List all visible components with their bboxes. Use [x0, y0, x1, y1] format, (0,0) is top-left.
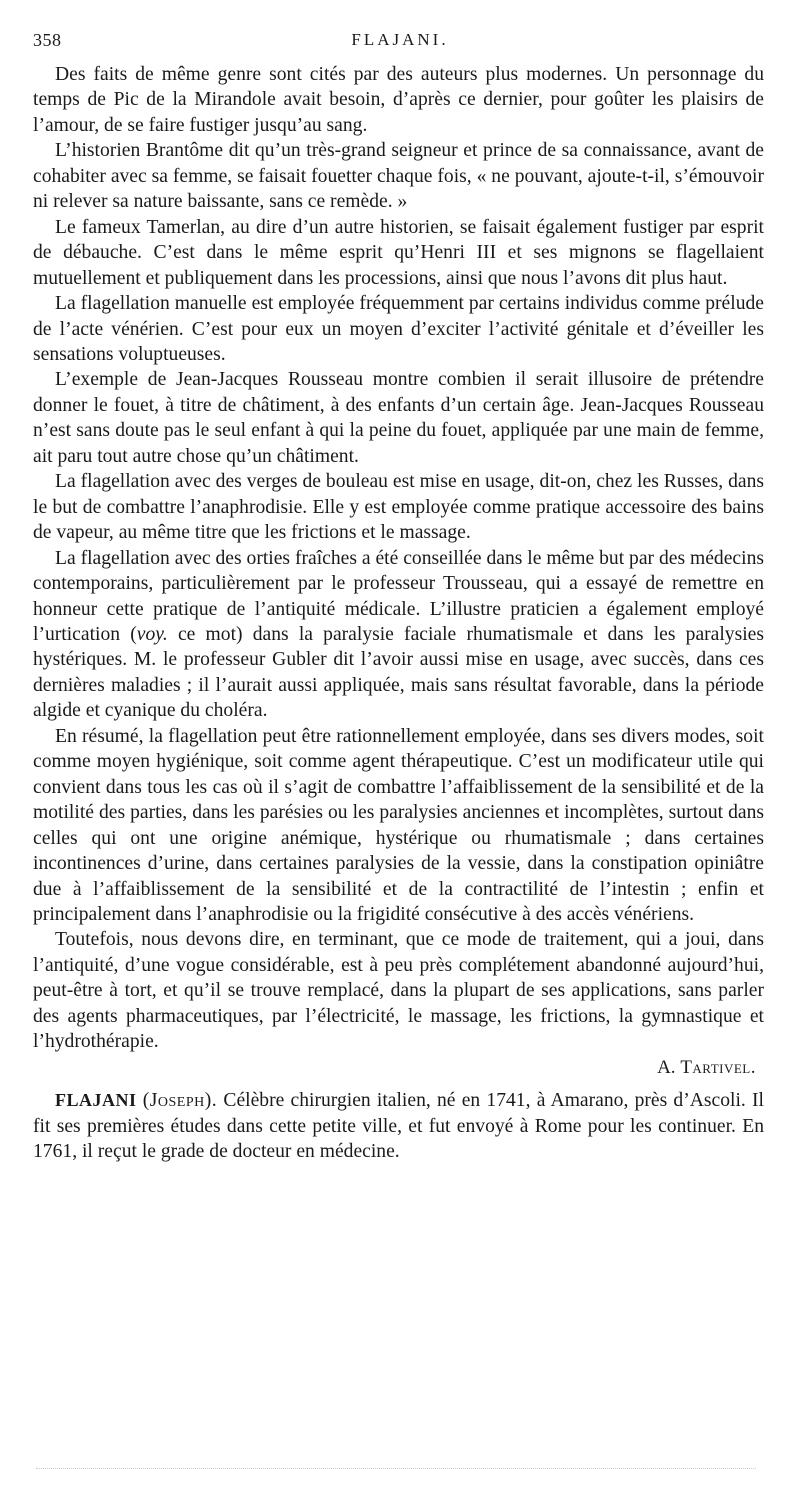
entry-headword: FLAJANI	[55, 1090, 137, 1111]
body-text	[33, 62, 764, 1164]
signature-initial: A.	[657, 1056, 676, 1078]
paragraph: En résumé, la flagellation peut être rationnellement employée, dans ses divers modes, soit comme moyen hygiénique, soit comme agent thérapeutique. C’est un modificateur utile qui convient dans tous les cas où il s’agit de combattre l’affaiblissement de la sensibilité et de la motilité des parties, dans les parésies ou les paralysies anciennes et incomplètes, surtout dans celles qui ont une origine anémique, hystérique ou rhumatismale ; dans certaines incontinences d’urine, dans certaines paralysies de la vessie, dans la constipation opiniâtre due à l’affaiblissement de la sensibilité et de la contractilité de l’intestin ; enfin et principalement dans l’anaphrodisie ou la frigidité consécutive à des accès vénériens.	[33, 725, 764, 925]
page-header	[33, 30, 767, 54]
paragraph: La flagellation manuelle est employée fréquemment par certains individus comme prélude de l’acte vénérien. C’est pour eux un moyen d’exciter l’activité génitale et d’éveiller les sensations voluptueuses.	[33, 293, 764, 365]
paragraph-text: ce mot) dans la paralysie faciale rhumatismale et dans les paralysies hystériques. M. le professeur Gubler dit l’avoir aussi mise en usage, avec succès, dans ces dernières maladies ; il l’aurait aussi appliquée, mais sans résultat favorable, dans la période algide et cyanique du choléra.	[33, 623, 764, 722]
paragraph	[33, 546, 764, 724]
paragraph: L’exemple de Jean-Jacques Rousseau montre combien il serait illusoire de prétendre donner le fouet, à titre de châtiment, à des enfants d’un certain âge. Jean-Jacques Rousseau n’est sans doute pas le seul enfant à qui la peine du fouet, appliquée par une main de femme, ait paru tout autre chose qu’un châtiment.	[33, 369, 764, 467]
paragraph: L’historien Brantôme dit qu’un très-grand seigneur et prince de sa connaissance, avant de cohabiter avec sa femme, se faisait fouetter chaque fois, « ne pouvant, ajoute-t-il, s’émouvoir ni relever sa nature baissante, sans ce remède. »	[33, 140, 764, 213]
paragraph-text: La flagellation avec des orties fraîches a été conseillée dans le même but par des médecins contemporains, particulièrement par le professeur Trousseau, qui a essayé de remettre en honneur cette pratique de l’antiquité médicale. L’illustre praticien a également employé l’urtication (	[33, 547, 764, 645]
signature-surname: Tartivel.	[680, 1056, 756, 1078]
author-signature	[33, 1055, 764, 1080]
paragraph: Des faits de même genre sont cités par des auteurs plus modernes. Un personnage du temps de Pic de la Mirandole avait besoin, d’après ce dernier, pour goûter les plaisirs de l’amour, de se faire fustiger jusqu’au sang.	[33, 64, 764, 136]
paragraph: La flagellation avec des verges de bouleau est mise en usage, dit-on, chez les Russes, dans le but de combattre l’anaphrodisie. Elle y est employée comme pratique accessoire des bains de vapeur, au même titre que les frictions et le massage.	[33, 471, 764, 544]
entry-text: Célèbre chirurgien italien, né en 1741, à Amarano, près d’Ascoli. Il fit ses premières études dans cette petite ville, et fut envoyé à Rome pour les continuer. En 1761, il reçut le grade de docteur en médecine.	[33, 1090, 764, 1163]
paragraph: Toutefois, nous devons dire, en terminant, que ce mode de traitement, qui a joui, dans l’antiquité, d’une vogue considérable, est à peu près complétement abandonné aujourd’hui, peut-être à tort, et qu’il se trouve remplacé, dans la plupart de ses applications, sans parler des agents pharmaceutiques, par l’électricité, le massage, les frictions, la gymnastique et l’hydrothérapie.	[33, 929, 764, 1053]
running-title: FLAJANI.	[351, 30, 449, 49]
dictionary-entry	[33, 1088, 764, 1164]
italic-reference: voy.	[136, 623, 168, 645]
paragraph: Le fameux Tamerlan, au dire d’un autre historien, se faisait également fustiger par esprit de débauche. C’est dans le même esprit qu’Henri III et ses mignons se flagellaient mutuellement et publiquement dans les processions, ainsi que nous l’avons dit plus haut.	[33, 216, 764, 289]
entry-forename: (Joseph).	[142, 1090, 218, 1112]
page-number: 358	[33, 30, 62, 50]
footer-rule	[36, 1468, 756, 1469]
